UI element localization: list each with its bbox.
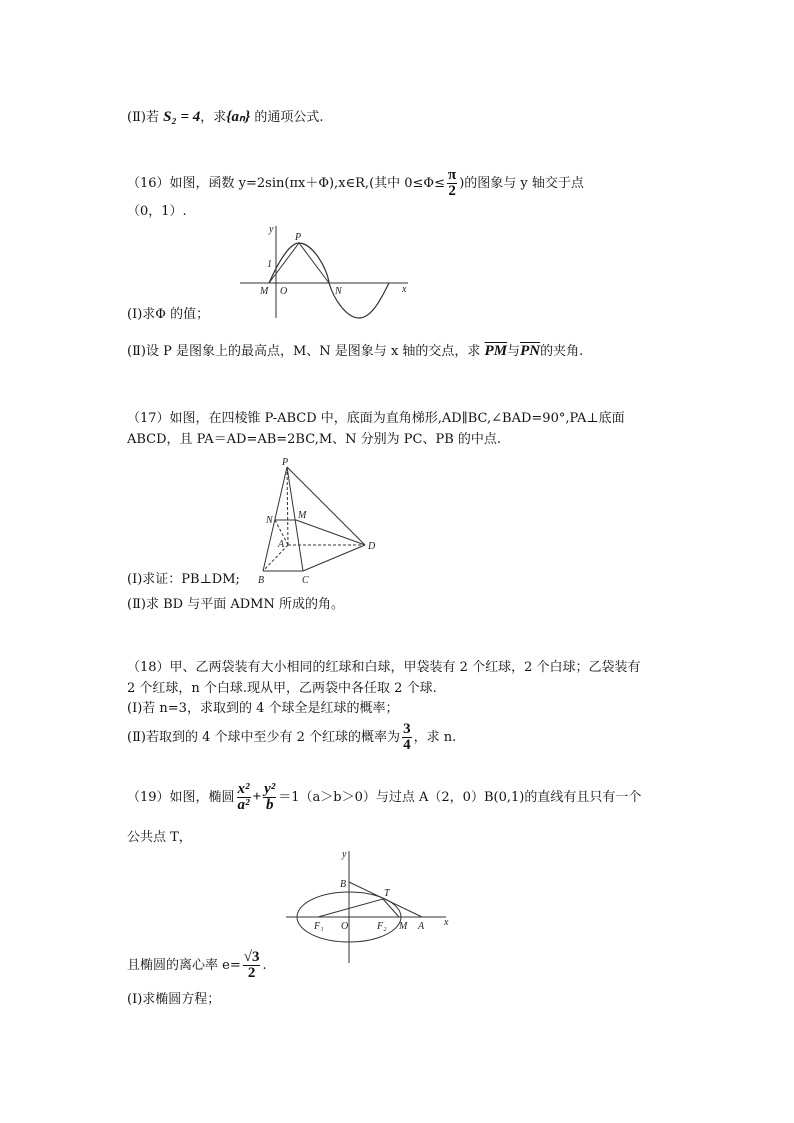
text: ，求 n. (413, 730, 457, 745)
label-b: B (340, 879, 347, 890)
q16-line1 (127, 168, 584, 199)
fraction-pi-over-2 (447, 168, 457, 199)
q18-line2: 2 个红球，n 个白球.现从甲，乙两袋中各任取 2 个球. (127, 681, 437, 696)
numerator: √3 (243, 949, 260, 965)
q17-part2: (Ⅱ)求 BD 与平面 ADMN 所成的角。 (127, 597, 344, 612)
fraction-sqrt3-over-2 (243, 950, 261, 981)
text: )的图象与 y 轴交于点 (459, 176, 584, 191)
text: 的夹角. (540, 344, 584, 359)
text: （16）如图，函数 y=2sin(πx＋Φ),x∈R,(其中 0≤Φ≤ (127, 176, 445, 191)
q15-part2 (127, 108, 323, 127)
label-b: B (258, 575, 265, 585)
label-x: x (402, 284, 407, 295)
sine-graph-figure (232, 222, 412, 322)
label-t: T (384, 888, 390, 899)
label-m: M (298, 510, 307, 521)
label-y: y (269, 224, 274, 235)
label-m: M (260, 286, 269, 297)
label-m: M (399, 921, 408, 932)
label-o: O (341, 921, 349, 932)
label-p: P (282, 457, 289, 468)
denominator: b (265, 797, 274, 813)
text: . (262, 958, 267, 973)
pyramid-figure (240, 455, 390, 585)
text: （19）如图，椭圆 (127, 790, 235, 805)
text: 的通项公式. (250, 110, 324, 125)
numerator: x² (237, 781, 250, 797)
label-1: 1 (267, 259, 272, 270)
label-c: C (302, 575, 309, 585)
label-f1: F₁ (314, 921, 324, 932)
sine-curve (269, 243, 389, 318)
text: 且椭圆的离心率 e= (127, 958, 241, 973)
text: (Ⅱ)若取到的 4 个球中至少有 2 个红球的概率为 (127, 730, 401, 745)
label-f2: F₂ (377, 921, 387, 932)
q19-eccentricity (127, 950, 267, 981)
denominator: 2 (448, 183, 456, 199)
q19-line2: 公共点 T， (127, 830, 192, 845)
q18-part2 (127, 722, 456, 753)
math-an: {aₙ} (226, 109, 251, 125)
label-x: x (444, 917, 449, 928)
vector-pn: $\overline{PN}$ (520, 343, 541, 359)
numerator: π (448, 167, 457, 183)
q18-part1: (Ⅰ)若 n=3，求取到的 4 个球全是红球的概率； (127, 701, 399, 716)
text: 与 (507, 344, 521, 359)
label-a: A (278, 539, 285, 550)
q16-part1: (Ⅰ)求Φ 的值； (127, 307, 210, 322)
q16-part2 (127, 342, 583, 361)
q17-part1: (Ⅰ)求证：PB⊥DM; (127, 572, 240, 587)
q17-line1: （17）如图，在四棱锥 P-ABCD 中，底面为直角梯形,AD∥BC,∠BAD=90°,PA⊥底面 (127, 411, 625, 426)
q18-line1: （18）甲、乙两袋装有大小相同的红球和白球，甲袋装有 2 个红球，2 个白球；乙袋装有 (127, 660, 641, 675)
denominator: 2 (247, 965, 256, 981)
label-n: N (335, 286, 342, 297)
label-a: A (418, 921, 425, 932)
text: (Ⅱ)若 (127, 110, 164, 125)
plus-sign: + (252, 789, 262, 805)
q16-line2: （0，1）. (127, 204, 187, 219)
numerator: y² (264, 781, 276, 797)
vector-pm: $\overline{PM}$ (484, 343, 508, 359)
label-y: y (342, 849, 347, 860)
ellipse-figure (282, 845, 452, 970)
fraction-3-over-4 (402, 722, 412, 753)
text: (Ⅱ)设 P 是图象上的最高点，M、N 是图象与 x 轴的交点，求 (127, 344, 485, 359)
denominator: 4 (403, 737, 411, 753)
q19-part1: (Ⅰ)求椭圆方程； (127, 992, 221, 1007)
q19-line1 (127, 782, 641, 813)
numerator: 3 (403, 721, 411, 737)
math-s2: S₂ = 4 (163, 109, 201, 125)
fraction-x2-a2 (237, 782, 251, 813)
triangle-pmn (269, 243, 329, 283)
text: ，求 (200, 110, 227, 125)
q17-line2: ABCD，且 PA＝AD=AB=2BC,M、N 分别为 PC、PB 的中点. (127, 432, 502, 447)
label-n: N (266, 515, 273, 526)
label-d: D (368, 541, 376, 552)
label-o: O (280, 286, 288, 297)
text: ＝1（a＞b＞0）与过点 A（2，0）B(0,1)的直线有且只有一个 (278, 790, 642, 805)
fraction-y2-b (263, 782, 276, 813)
denominator: a² (237, 797, 250, 813)
label-p: P (295, 232, 302, 243)
